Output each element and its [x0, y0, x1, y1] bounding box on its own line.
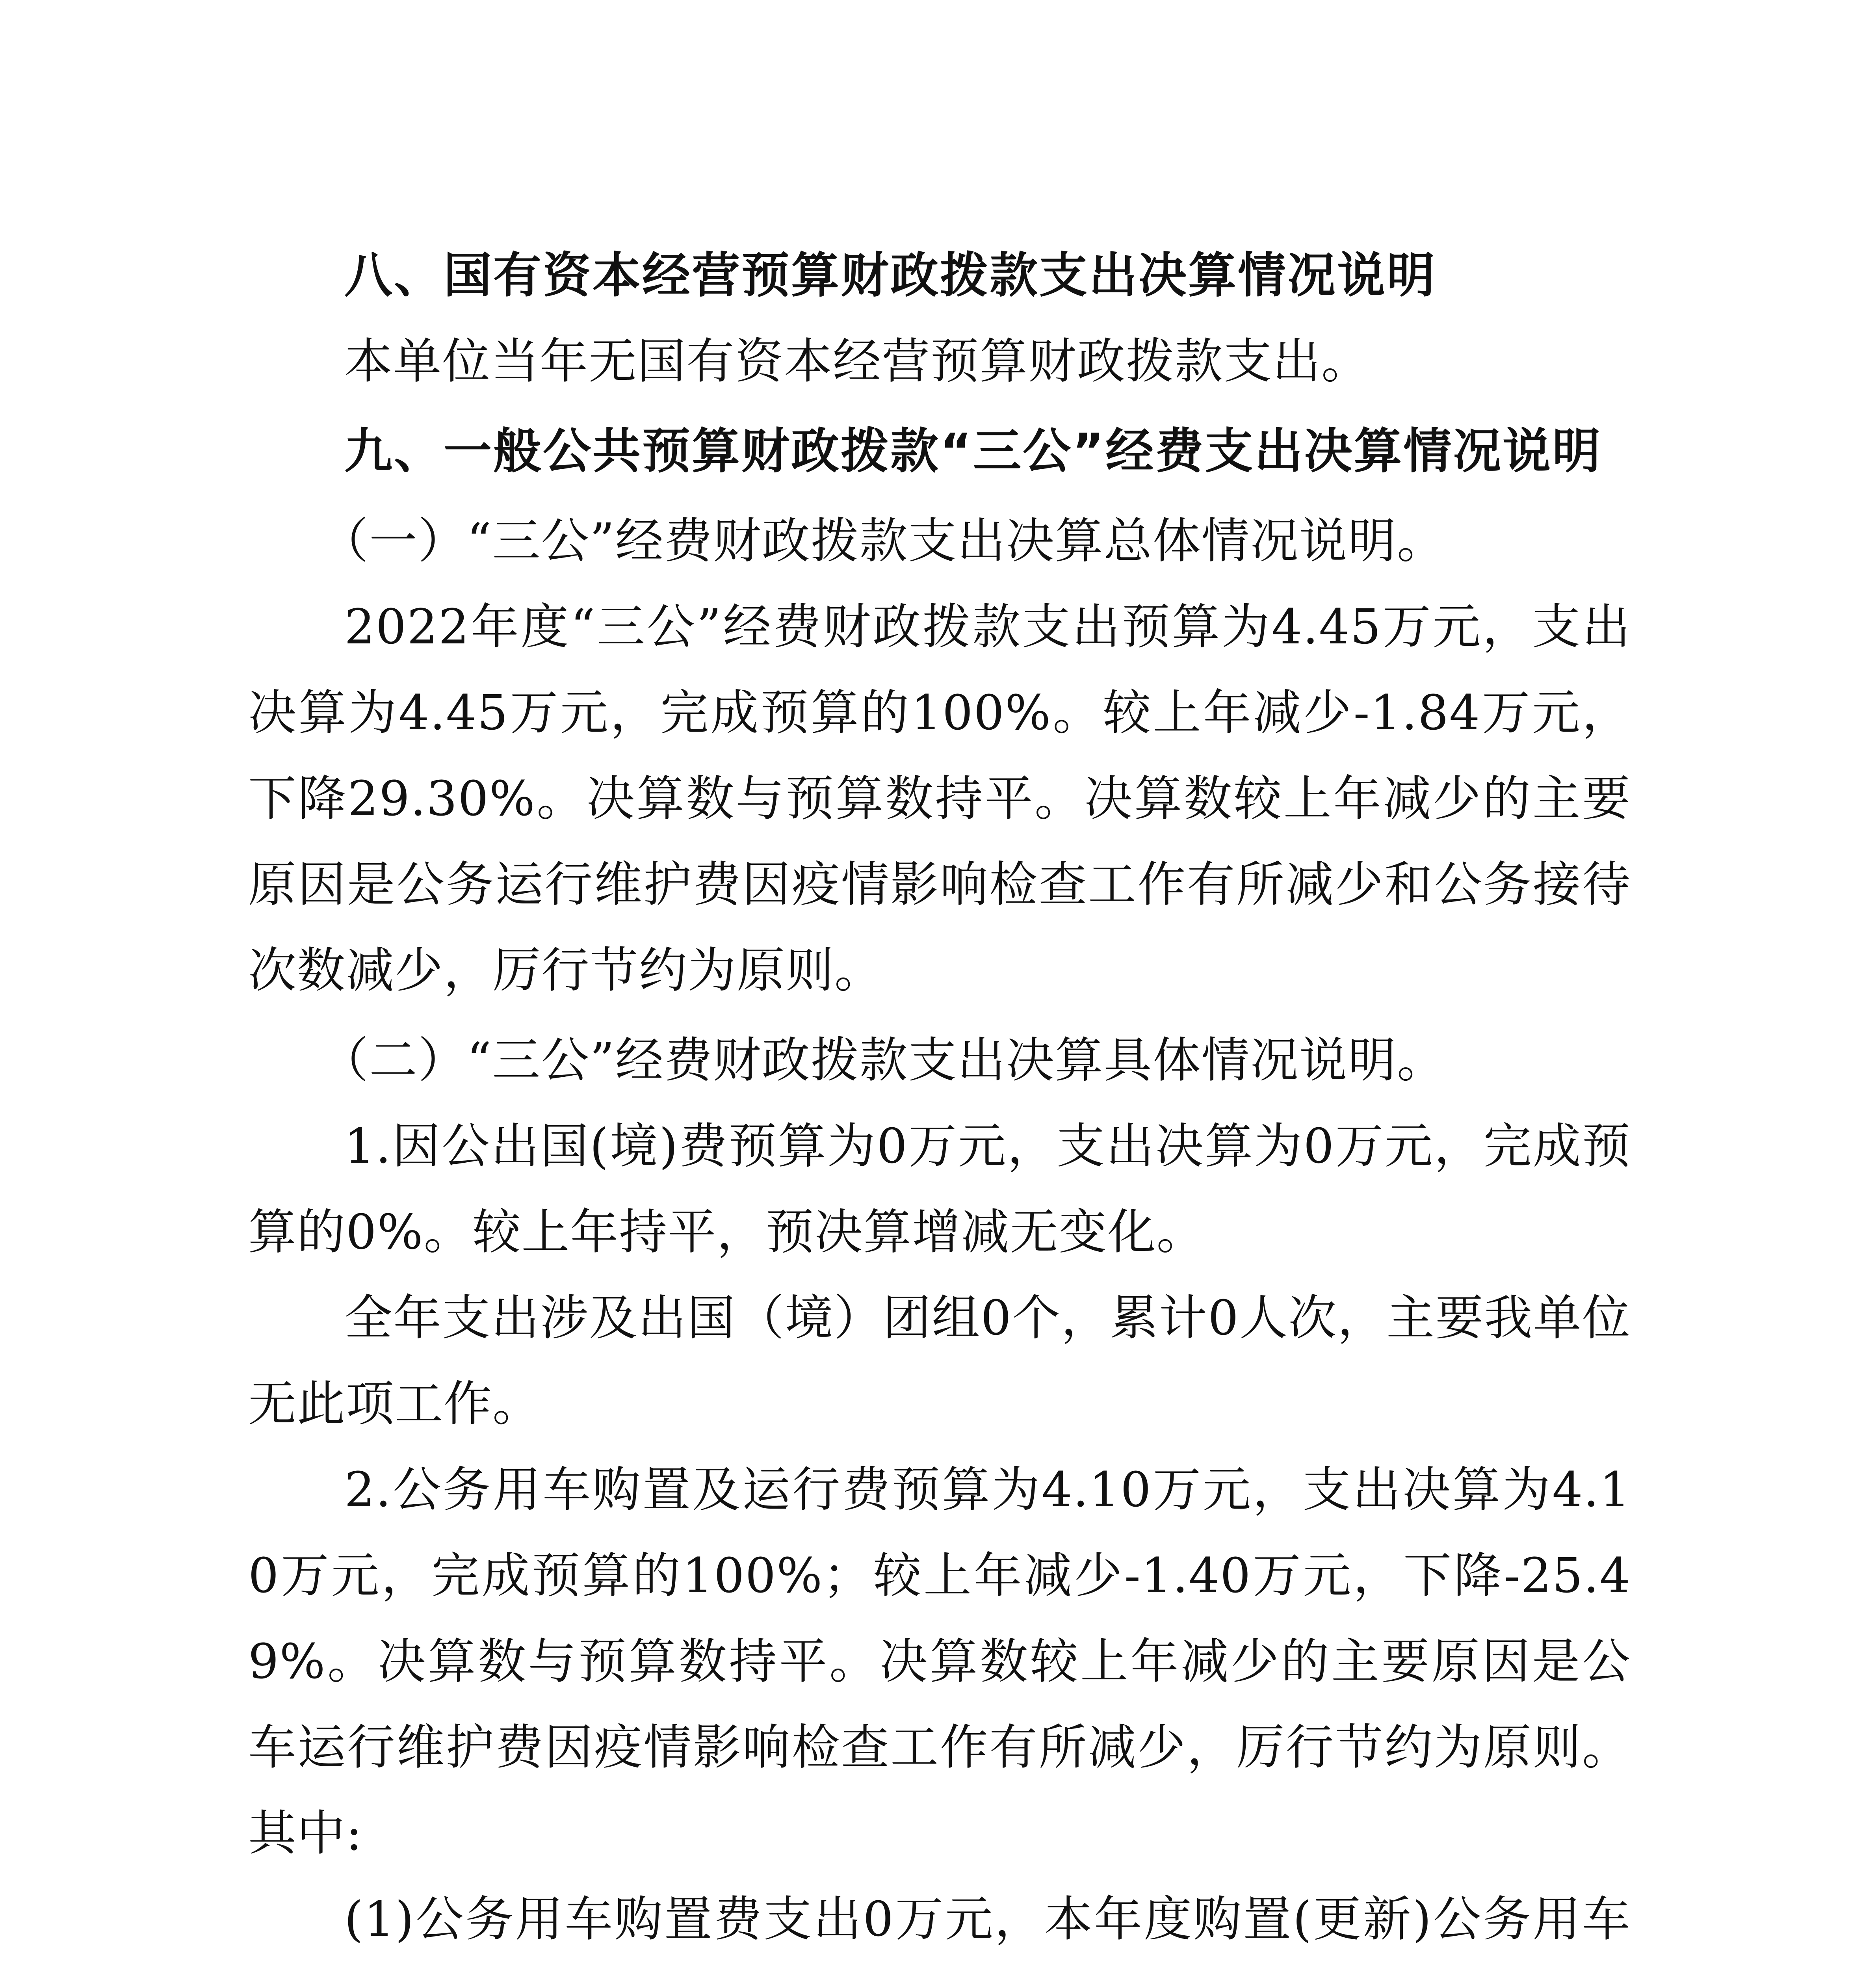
page-content — [248, 232, 1631, 1970]
section-9-part-2-heading: （二）“三公”经费财政拨款支出决算具体情况说明。 — [320, 1032, 1446, 1088]
vehicle-purchase-paragraph: (1)公务用车购置费支出0万元，本年度购置(更新)公务用车 — [344, 1891, 1631, 1947]
section-9-part-1-text: 2022年度“三公”经费财政拨款支出预算为4.45万元，支出决算为4.45万元，完成预算的100%。较上年减少-1.84万元，下降29.30%。决算数与预算数持平。决算数较上年减少的主要原因是公务运行维护费因疫情影响检查工作有所减少和公务接待次数减少，厉行节约为原则。 — [248, 599, 1631, 998]
overseas-travel-detail: 全年支出涉及出国（境）团组0个，累计0人次，主要我单位无此项工作。 — [248, 1290, 1631, 1432]
overseas-travel-paragraph: 1.因公出国(境)费预算为0万元，支出决算为0万元，完成预算的0%。较上年持平，预决算增减无变化。 — [248, 1118, 1631, 1260]
section-8-text: 本单位当年无国有资本经营预算财政拨款支出。 — [344, 333, 1370, 389]
section-9-part-1-heading: （一）“三公”经费财政拨款支出决算总体情况说明。 — [320, 513, 1446, 569]
section-8-heading: 八、国有资本经营预算财政拨款支出决算情况说明 — [344, 247, 1436, 303]
section-9-heading: 九、一般公共预算财政拨款“三公”经费支出决算情况说明 — [344, 423, 1602, 479]
vehicle-expenses-paragraph: 2.公务用车购置及运行费预算为4.10万元，支出决算为4.10万元，完成预算的100%；较上年减少-1.40万元，下降-25.49%。决算数与预算数持平。决算数较上年减少的主要原因是公车运行维护费因疫情影响检查工作有所减少，厉行节约为原则。其中: — [248, 1462, 1631, 1861]
